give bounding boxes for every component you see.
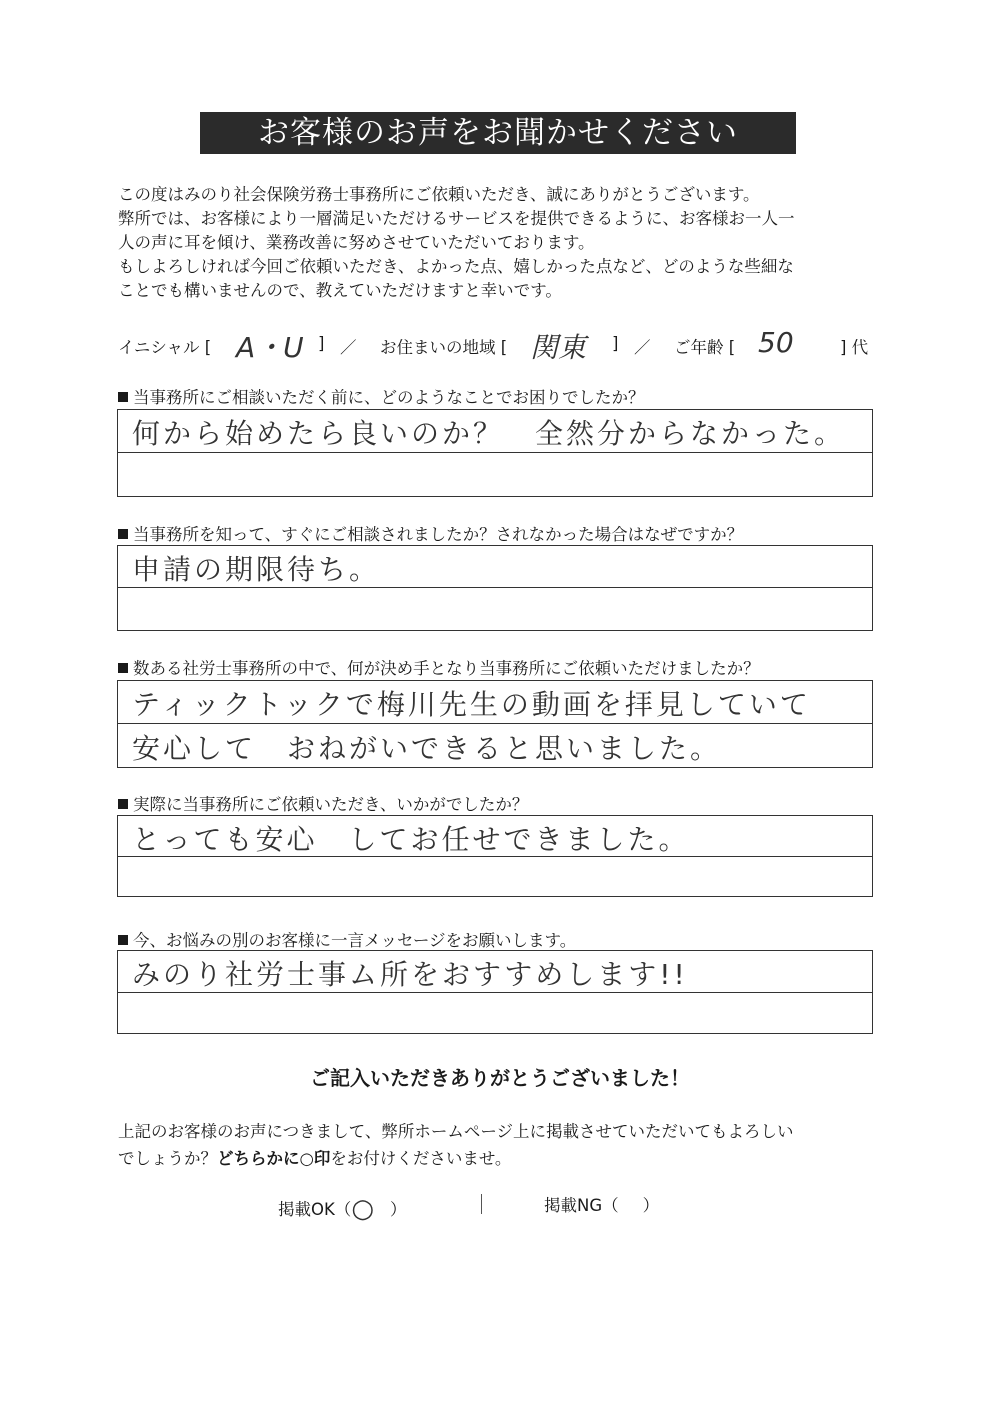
publish-ok-close: ） xyxy=(390,1200,407,1219)
region-close: ] xyxy=(612,334,619,353)
bullet-square-icon xyxy=(118,529,128,539)
intro-line: もしよろしければ今回ご依頼いただき、よかった点、嬉しかった点など、どのような些細な xyxy=(118,257,794,276)
intro-text xyxy=(118,183,898,303)
publication-consent-text xyxy=(118,1118,794,1172)
age-close: ] 代 xyxy=(840,338,869,357)
question-label: 数ある社労士事務所の中で、何が決め手となり当事務所にご依頼いただけましたか？ xyxy=(118,655,760,679)
respondent-info-row xyxy=(118,326,898,372)
initial-label: イニシャル [ xyxy=(118,338,212,357)
age-label: ご年齢 [ xyxy=(674,338,736,357)
publish-ng-label: 掲載NG（ xyxy=(544,1196,619,1215)
publish-ng-option[interactable] xyxy=(544,1192,659,1216)
consent-line: でしょうか？どちらかに○印をお付けくださいませ。 xyxy=(118,1149,512,1168)
region-field[interactable]: 関東 xyxy=(530,331,587,364)
answer-line: みのり社労士事ム所をおすすめします!! xyxy=(132,958,688,991)
consent-line: 上記のお客様のお声につきまして、弊所ホームページ上に掲載させていただいてもよろしい xyxy=(118,1122,794,1141)
page-title: お客様のお声をお聞かせください xyxy=(200,112,796,154)
region-label: お住まいの地域 [ xyxy=(380,338,508,357)
answer-line: とっても安心 してお任せできました。 xyxy=(132,823,690,856)
answer-box[interactable] xyxy=(117,815,873,897)
divider xyxy=(118,723,872,724)
answer-box[interactable] xyxy=(117,680,873,768)
intro-line: 弊所では、お客様により一層満足いただけるサービスを提供できるように、お客様お一人一 xyxy=(118,209,795,228)
bullet-square-icon xyxy=(118,663,128,673)
publish-ng-close: ） xyxy=(642,1196,660,1215)
answer-box[interactable] xyxy=(117,545,873,631)
initial-field[interactable]: A・U xyxy=(236,331,304,364)
bullet-square-icon xyxy=(118,392,128,402)
intro-line: この度はみのり社会保険労務士事務所にご依頼いただき、誠にありがとうございます。 xyxy=(118,185,760,204)
answer-line: ティックトックで梅川先生の動画を拝見していて xyxy=(132,688,811,721)
question-label: 実際に当事務所にご依頼いただき、いかがでしたか？ xyxy=(118,791,528,815)
age-field[interactable]: 50 xyxy=(758,326,794,359)
divider xyxy=(481,1194,482,1214)
question-label: 当事務所にご相談いただく前に、どのようなことでお困りでしたか？ xyxy=(118,384,645,408)
answer-box[interactable] xyxy=(117,950,873,1034)
divider xyxy=(118,452,872,453)
consent-emphasis: どちらかに○印 xyxy=(217,1149,331,1168)
separator-slash: ／ xyxy=(634,338,651,357)
question-label: 今、お悩みの別のお客様に一言メッセージをお願いします。 xyxy=(118,927,576,951)
question-label: 当事務所を知って、すぐにご相談されましたか？されなかった場合はなぜですか？ xyxy=(118,521,743,545)
intro-line: ことでも構いませんので、教えていただけますと幸いです。 xyxy=(118,281,562,300)
answer-box[interactable] xyxy=(117,409,873,497)
intro-line: 人の声に耳を傾け、業務改善に努めさせていただいております。 xyxy=(118,233,595,252)
thank-you-message: ご記入いただきありがとうございました！ xyxy=(310,1066,690,1090)
bullet-square-icon xyxy=(118,799,128,809)
bullet-square-icon xyxy=(118,935,128,945)
answer-line: 何から始めたら良いのか？ 全然分からなかった。 xyxy=(132,417,846,450)
separator-slash: ／ xyxy=(340,338,357,357)
publish-ok-label: 掲載OK（ xyxy=(278,1200,352,1219)
publish-ok-option[interactable] xyxy=(278,1192,407,1222)
answer-line: 安心して おねがいできると思いました。 xyxy=(132,732,722,765)
answer-line: 申請の期限待ち。 xyxy=(132,553,381,586)
circle-mark[interactable]: ○ xyxy=(351,1194,374,1224)
initial-close: ] xyxy=(318,334,325,353)
